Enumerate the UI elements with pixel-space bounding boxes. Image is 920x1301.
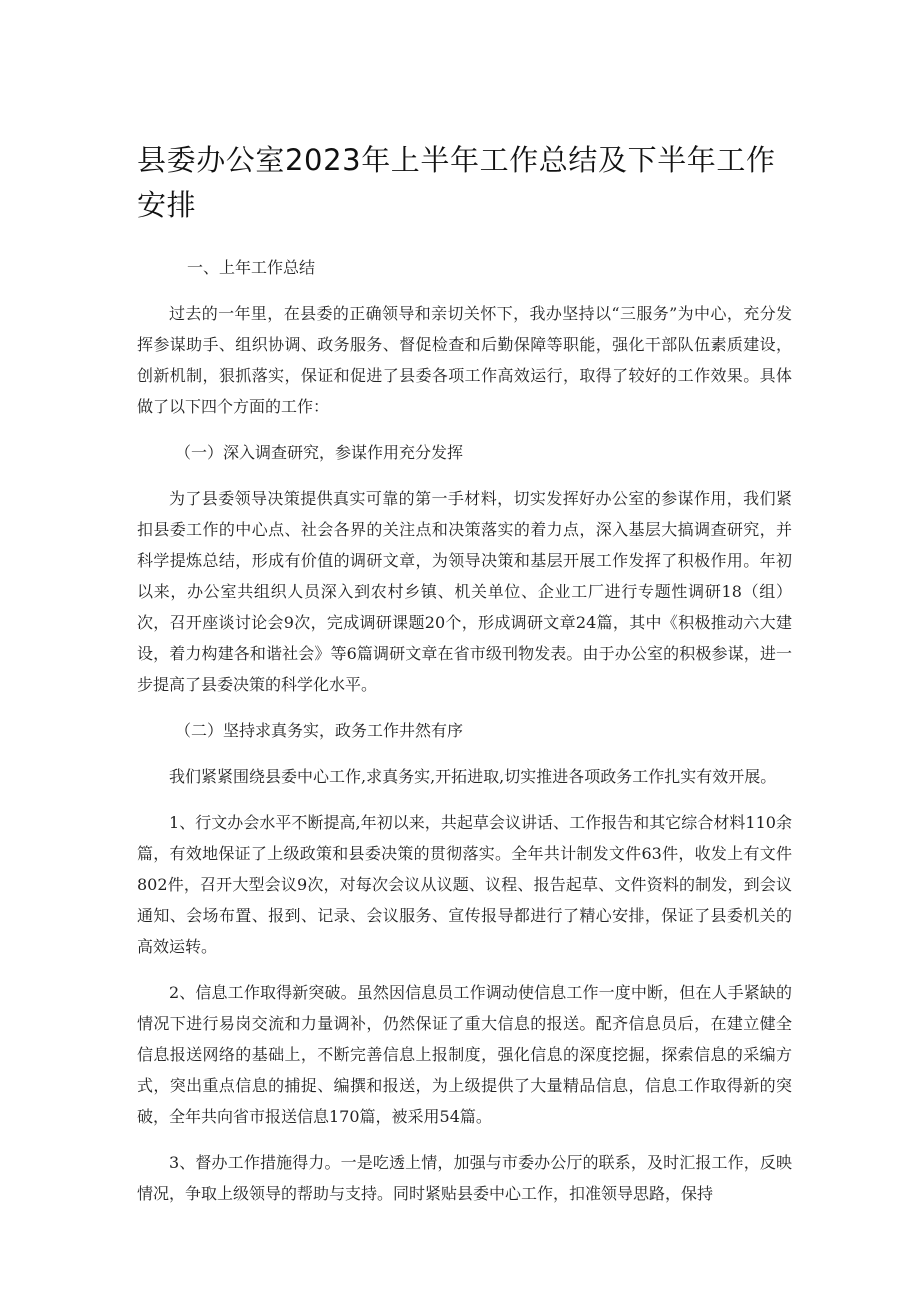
list-item-paragraph-3: 3、督办工作措施得力。一是吃透上情，加强与市委办公厅的联系，及时汇报工作，反映情况，争取上级领导的帮助与支持。同时紧贴县委中心工作，扣准领导思路，保持	[137, 1153, 792, 1203]
list-item-paragraph-1: 1、行文办会水平不断提高,年初以来，共起草会议讲话、工作报告和其它综合材料110余篇，有效地保证了上级政策和县委决策的贯彻落实。全年共计制发文件63件，收发上有文件802件，召开大型会议9次，对每次会议从议题、议程、报告起草、文件资料的制发，到会议通知、会场布置、报到、记录、会议服务、宣传报导都进行了精心安排，保证了县委机关的高效运转。	[137, 813, 792, 956]
document-body	[137, 252, 792, 1224]
subsection-heading-2: （二）坚持求真务实，政务工作井然有序	[175, 721, 464, 740]
section-intro-paragraph: 过去的一年里，在县委的正确领导和亲切关怀下，我办坚持以“三服务”为中心，充分发挥参谋助手、组织协调、政务服务、督促检查和后勤保障等职能，强化干部队伍素质建设，创新机制，狠抓落实，保证和促进了县委各项工作高效运行，取得了较好的工作效果。具体做了以下四个方面的工作：	[137, 304, 792, 416]
document-title: 县委办公室2023年上半年工作总结及下半年工作安排	[137, 143, 776, 222]
subsection-heading-1: （一）深入调查研究，参谋作用充分发挥	[175, 443, 464, 462]
list-item-paragraph-2: 2、信息工作取得新突破。虽然因信息员工作调动使信息工作一度中断，但在人手紧缺的情况下进行易岗交流和力量调补，仍然保证了重大信息的报送。配齐信息员后，在建立健全信息报送网络的基础上，不断完善信息上报制度，强化信息的深度挖掘，探索信息的采编方式，突出重点信息的捕捉、编撰和报送，为上级提供了大量精品信息，信息工作取得新的突破，全年共向省市报送信息170篇，被采用54篇。	[137, 983, 792, 1126]
subsection-1-paragraph: 为了县委领导决策提供真实可靠的第一手材料，切实发挥好办公室的参谋作用，我们紧扣县委工作的中心点、社会各界的关注点和决策落实的着力点，深入基层大搞调查研究，并科学提炼总结，形成有价值的调研文章，为领导决策和基层开展工作发挥了积极作用。年初以来，办公室共组织人员深入到农村乡镇、机关单位、企业工厂进行专题性调研18（组）次，召开座谈讨论会9次，完成调研课题20个，形成调研文章24篇，其中《积极推动六大建设，着力构建各和谐社会》等6篇调研文章在省市级刊物发表。由于办公室的积极参谋，进一步提高了县委决策的科学化水平。	[137, 489, 792, 694]
section-heading: 一、上年工作总结	[187, 258, 316, 277]
subsection-2-intro-paragraph: 我们紧紧围绕县委中心工作,求真务实,开拓进取,切实推进各项政务工作扎实有效开展。	[169, 767, 777, 786]
